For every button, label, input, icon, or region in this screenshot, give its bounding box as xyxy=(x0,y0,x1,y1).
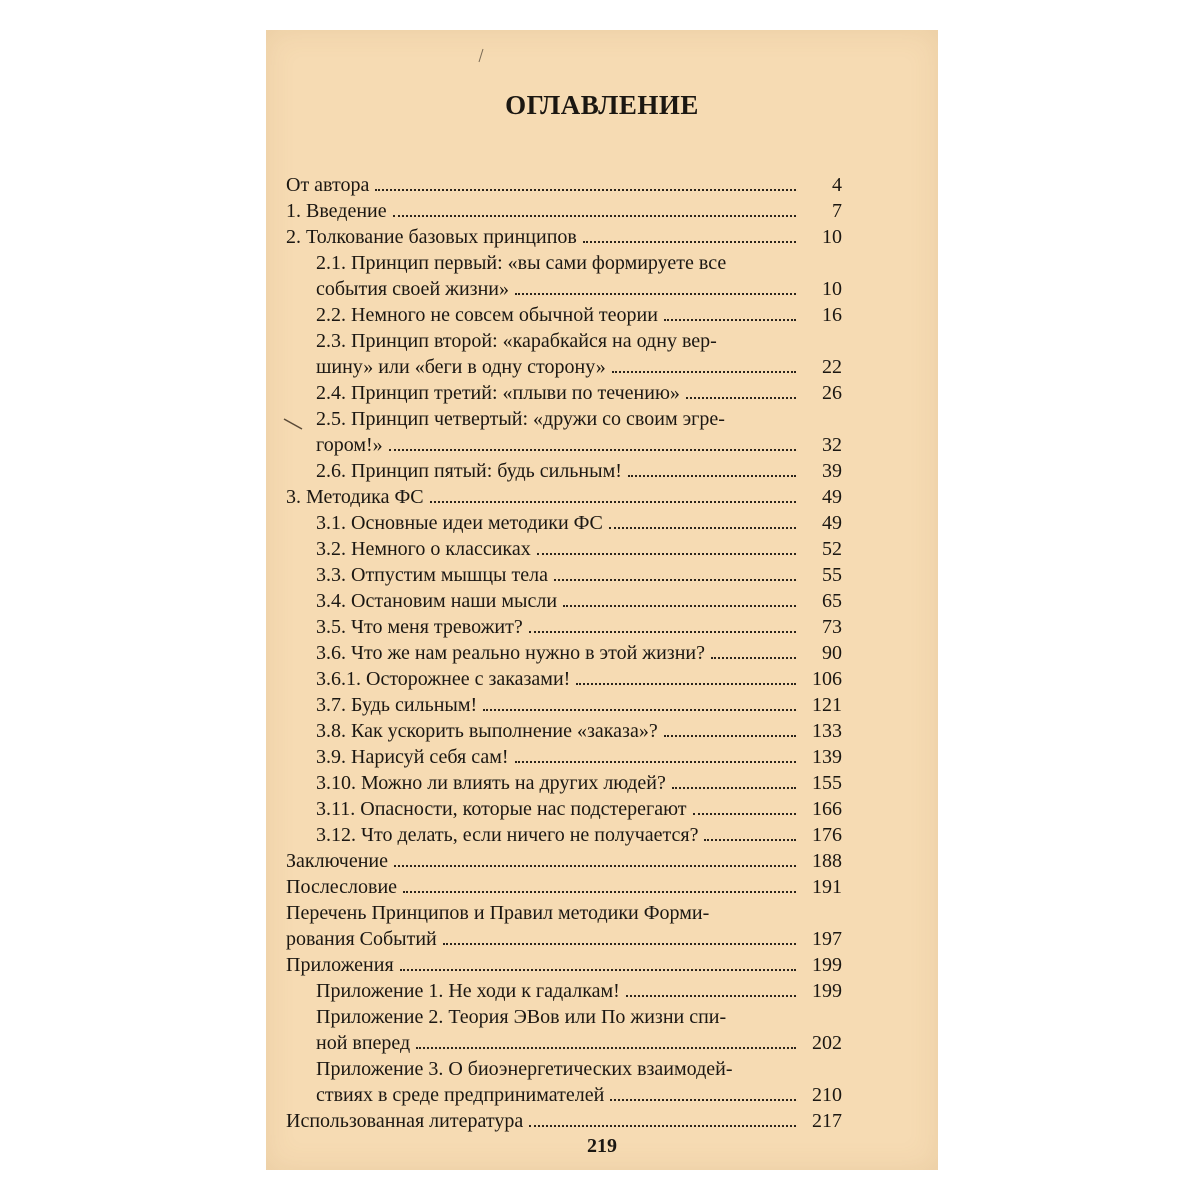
toc-entry-line xyxy=(316,458,842,484)
dot-leader xyxy=(554,579,796,581)
toc-entry-page: 191 xyxy=(812,876,842,898)
toc-entry-title: 3.9. Нарисуй себя сам! xyxy=(316,746,509,768)
toc-entry-page: 26 xyxy=(822,382,842,404)
toc-entry-line xyxy=(316,692,842,718)
toc-entry-page: 188 xyxy=(812,850,842,872)
toc-entry-line xyxy=(316,510,842,536)
toc-entry-title: 3.2. Немного о классиках xyxy=(316,538,531,560)
toc-entry-line xyxy=(316,640,842,666)
toc-entry-title: 3.6.1. Осторожнее с заказами! xyxy=(316,668,571,690)
toc-entry-line xyxy=(316,588,842,614)
dot-leader xyxy=(537,553,796,555)
toc-entry-line xyxy=(316,718,842,744)
toc-entry-title: Послесловие xyxy=(286,876,398,898)
toc-entry-page: 199 xyxy=(812,954,842,976)
dot-leader xyxy=(430,501,796,503)
pencil-mark xyxy=(282,416,306,432)
toc-entry-title: 2.2. Немного не совсем обычной теории xyxy=(316,304,658,326)
toc-entry-page: 217 xyxy=(812,1110,842,1132)
toc-entry-title: 2.4. Принцип третий: «плыви по течению» xyxy=(316,382,680,404)
book-page xyxy=(266,30,938,1170)
toc-entry xyxy=(286,900,842,952)
toc-entry-title: 3.1. Основные идеи методики ФС xyxy=(316,512,603,534)
toc-entry xyxy=(286,536,842,562)
toc-entry-page: 65 xyxy=(822,590,842,612)
toc-entry xyxy=(286,744,842,770)
toc-entry-page: 32 xyxy=(822,434,842,456)
dot-leader xyxy=(664,735,796,737)
toc-entry-page: 155 xyxy=(812,772,842,794)
toc-entry-title: ной вперед xyxy=(316,1032,411,1054)
toc-entry-page: 197 xyxy=(812,928,842,950)
toc-entry-line xyxy=(316,744,842,770)
toc-entry xyxy=(286,822,842,848)
toc-entry-page: 139 xyxy=(812,746,842,768)
dot-leader xyxy=(529,631,796,633)
toc-entry xyxy=(286,224,842,250)
table-of-contents xyxy=(286,172,842,1134)
toc-entry-title: 3.7. Будь сильным! xyxy=(316,694,478,716)
toc-entry-title-line: Перечень Принципов и Правил методики Форми- xyxy=(286,902,710,924)
toc-entry-page: 166 xyxy=(812,798,842,820)
dot-leader xyxy=(693,813,796,815)
toc-entry xyxy=(286,848,842,874)
toc-entry-title: Приложение 1. Не ходи к гадалкам! xyxy=(316,980,620,1002)
toc-entry-line xyxy=(286,926,842,952)
toc-entry xyxy=(286,666,842,692)
toc-entry-line xyxy=(316,302,842,328)
toc-entry-page: 199 xyxy=(812,980,842,1002)
toc-entry xyxy=(286,1004,842,1056)
toc-entry xyxy=(286,718,842,744)
toc-entry xyxy=(286,770,842,796)
toc-entry-title: 3. Методика ФС xyxy=(286,486,424,508)
dot-leader xyxy=(529,1125,796,1127)
toc-entry-title: 3.12. Что делать, если ничего не получается? xyxy=(316,824,699,846)
toc-entry-page: 176 xyxy=(812,824,842,846)
toc-entry-line xyxy=(316,1030,842,1056)
toc-entry-page: 22 xyxy=(822,356,842,378)
toc-entry-page: 10 xyxy=(822,278,842,300)
toc-entry-line xyxy=(316,978,842,1004)
toc-entry-line xyxy=(316,1082,842,1108)
toc-entry-line xyxy=(286,224,842,250)
dot-leader xyxy=(583,241,796,243)
toc-entry xyxy=(286,978,842,1004)
toc-entry-title: 2.6. Принцип пятый: будь сильным! xyxy=(316,460,622,482)
dot-leader xyxy=(416,1047,796,1049)
toc-entry-page: 106 xyxy=(812,668,842,690)
toc-entry-page: 73 xyxy=(822,616,842,638)
toc-entry xyxy=(286,250,842,302)
toc-entry-line xyxy=(286,198,842,224)
toc-entry-title: 3.8. Как ускорить выполнение «заказа»? xyxy=(316,720,658,742)
toc-entry-title: ствиях в среде предпринимателей xyxy=(316,1084,605,1106)
dot-leader xyxy=(576,683,796,685)
dot-leader xyxy=(711,657,796,659)
toc-entry-line xyxy=(286,172,842,198)
dot-leader xyxy=(704,839,796,841)
toc-entry-title-line: 2.5. Принцип четвертый: «дружи со своим эгре- xyxy=(316,408,725,430)
toc-entry-title-line: Приложение 3. О биоэнергетических взаимодей- xyxy=(316,1058,733,1080)
toc-entry-line xyxy=(316,666,842,692)
toc-entry-page: 4 xyxy=(832,174,842,196)
toc-entry-page: 39 xyxy=(822,460,842,482)
toc-entry-title: рования Событий xyxy=(286,928,437,950)
toc-entry-title: 3.3. Отпустим мышцы тела xyxy=(316,564,548,586)
toc-entry-line xyxy=(286,848,842,874)
toc-entry-page: 55 xyxy=(822,564,842,586)
dot-leader xyxy=(443,943,796,945)
toc-entry-line xyxy=(316,770,842,796)
dot-leader xyxy=(609,527,796,529)
toc-entry xyxy=(286,1056,842,1108)
toc-entry xyxy=(286,952,842,978)
toc-entry-page: 52 xyxy=(822,538,842,560)
toc-entry-line xyxy=(286,484,842,510)
toc-entry-page: 210 xyxy=(812,1084,842,1106)
toc-entry-line xyxy=(286,874,842,900)
dot-leader xyxy=(610,1099,796,1101)
toc-entry-page: 133 xyxy=(812,720,842,742)
dot-leader xyxy=(393,215,796,217)
dot-leader xyxy=(628,475,796,477)
toc-entry-title: 2. Толкование базовых принципов xyxy=(286,226,577,248)
toc-entry-line xyxy=(316,562,842,588)
toc-entry xyxy=(286,874,842,900)
toc-entry-title: гором!» xyxy=(316,434,383,456)
pencil-mark xyxy=(476,48,486,64)
toc-entry xyxy=(286,406,842,458)
toc-entry-page: 90 xyxy=(822,642,842,664)
dot-leader xyxy=(612,371,796,373)
toc-entry-title: Использованная литература xyxy=(286,1110,524,1132)
toc-entry-title: 1. Введение xyxy=(286,200,387,222)
toc-entry-page: 16 xyxy=(822,304,842,326)
toc-entry xyxy=(286,588,842,614)
dot-leader xyxy=(389,449,796,451)
dot-leader xyxy=(483,709,796,711)
page-title: ОГЛАВЛЕНИЕ xyxy=(505,90,699,120)
toc-entry-line xyxy=(286,952,842,978)
toc-entry-title-line: Приложение 2. Теория ЭВов или По жизни спи- xyxy=(316,1006,727,1028)
toc-entry-line xyxy=(316,432,842,458)
toc-entry xyxy=(286,614,842,640)
toc-entry-page: 202 xyxy=(812,1032,842,1054)
toc-entry-title: Заключение xyxy=(286,850,388,872)
dot-leader xyxy=(626,995,796,997)
toc-entry xyxy=(286,796,842,822)
dot-leader xyxy=(400,969,796,971)
toc-entry-line xyxy=(316,614,842,640)
toc-entry xyxy=(286,692,842,718)
toc-entry xyxy=(286,484,842,510)
dot-leader xyxy=(403,891,796,893)
toc-entry-page: 121 xyxy=(812,694,842,716)
toc-entry xyxy=(286,1108,842,1134)
toc-entry-line xyxy=(316,276,842,302)
toc-entry-line xyxy=(316,380,842,406)
dot-leader xyxy=(686,397,796,399)
toc-entry-title: 3.5. Что меня тревожит? xyxy=(316,616,523,638)
dot-leader xyxy=(375,189,796,191)
toc-entry-title: 3.11. Опасности, которые нас подстерегают xyxy=(316,798,687,820)
toc-entry-page: 7 xyxy=(832,200,842,222)
toc-entry-page: 49 xyxy=(822,486,842,508)
toc-entry-line xyxy=(316,796,842,822)
toc-entry xyxy=(286,380,842,406)
toc-entry-title: 3.6. Что же нам реально нужно в этой жизни? xyxy=(316,642,705,664)
toc-entry-page: 10 xyxy=(822,226,842,248)
toc-entry-title-line: 2.1. Принцип первый: «вы сами формируете все xyxy=(316,252,727,274)
toc-entry-title: 3.4. Остановим наши мысли xyxy=(316,590,558,612)
toc-entry-line xyxy=(316,536,842,562)
toc-entry xyxy=(286,562,842,588)
dot-leader xyxy=(563,605,796,607)
toc-entry-line xyxy=(316,354,842,380)
toc-entry-line xyxy=(316,822,842,848)
toc-entry-title: события своей жизни» xyxy=(316,278,509,300)
toc-entry xyxy=(286,640,842,666)
dot-leader xyxy=(394,865,796,867)
toc-entry-title: шину» или «беги в одну сторону» xyxy=(316,356,606,378)
toc-entry xyxy=(286,510,842,536)
toc-entry xyxy=(286,198,842,224)
dot-leader xyxy=(515,293,796,295)
dot-leader xyxy=(664,319,796,321)
page-number: 219 xyxy=(587,1135,617,1157)
toc-entry-line xyxy=(286,1108,842,1134)
toc-entry-title: От автора xyxy=(286,174,370,196)
dot-leader xyxy=(515,761,796,763)
toc-entry xyxy=(286,302,842,328)
toc-entry-page: 49 xyxy=(822,512,842,534)
toc-entry xyxy=(286,458,842,484)
toc-entry xyxy=(286,172,842,198)
toc-entry-title-line: 2.3. Принцип второй: «карабкайся на одну вер- xyxy=(316,330,717,352)
dot-leader xyxy=(672,787,796,789)
toc-entry-title: 3.10. Можно ли влиять на других людей? xyxy=(316,772,666,794)
toc-entry xyxy=(286,328,842,380)
toc-entry-title: Приложения xyxy=(286,954,394,976)
